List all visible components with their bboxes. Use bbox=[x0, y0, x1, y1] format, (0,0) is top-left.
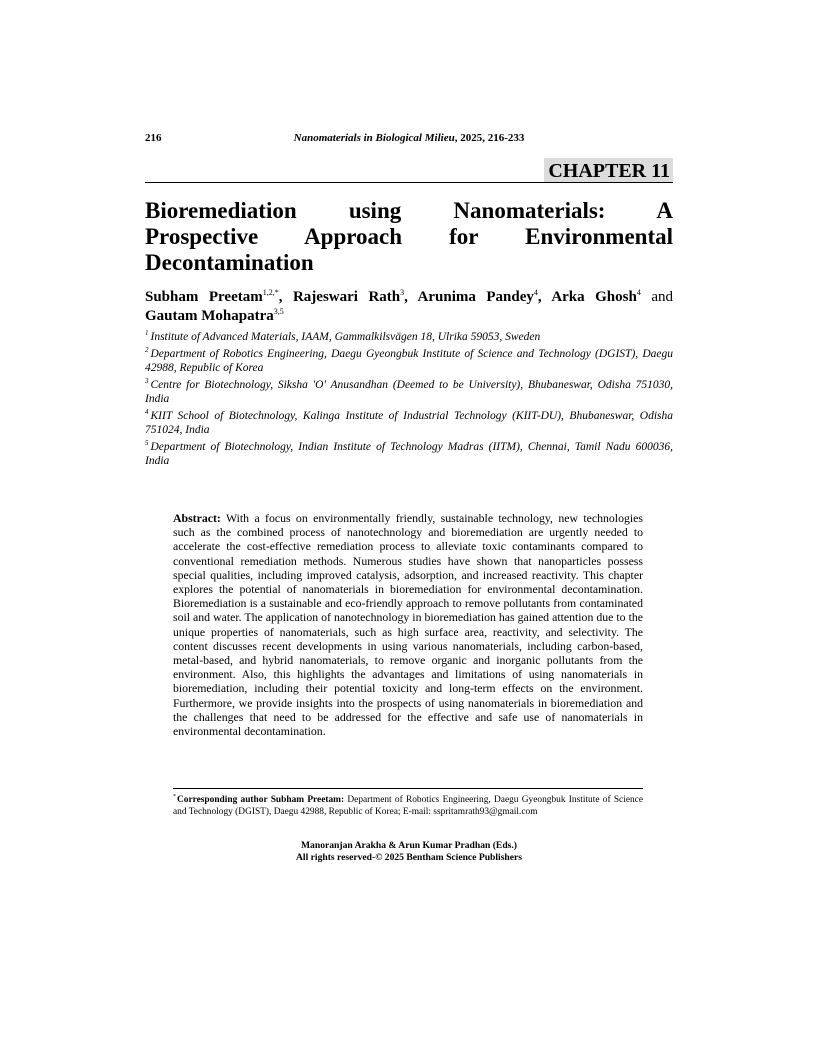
page-number: 216 bbox=[145, 132, 162, 144]
affiliation-text: KIIT School of Biotechnology, Kalinga Institute of Industrial Technology (KIIT-DU), Bhubaneswar, Odisha 751024, India bbox=[145, 410, 673, 436]
journal-citation bbox=[145, 131, 673, 145]
affiliation-item bbox=[145, 378, 673, 406]
author-affiliation-mark: 3 bbox=[400, 288, 405, 297]
author-name: Subham Preetam bbox=[145, 289, 263, 305]
author-separator: and bbox=[640, 289, 673, 305]
journal-year-pages: , 2025, 216-233 bbox=[454, 132, 525, 144]
editors-line: Manoranjan Arakha & Arun Kumar Pradhan (Eds.) bbox=[301, 840, 517, 851]
author-affiliation-mark: 1,2,* bbox=[262, 288, 279, 297]
footnote-rule bbox=[173, 788, 643, 789]
author-name: Arunima Pandey bbox=[417, 289, 534, 305]
affiliation-number: 2 bbox=[145, 346, 149, 354]
footnote-text: Department of Robotics Engineering, Daegu Gyeongbuk Institute of Science and Technology (DGIST), Daegu 42988, Republic of Korea; E-mail: sspritamrath93@gmail.com bbox=[173, 795, 643, 817]
affiliation-text: Institute of Advanced Materials, IAAM, Gammalkilsvägen 18, Ulrika 59053, Sweden bbox=[150, 331, 541, 343]
author-list bbox=[145, 288, 673, 326]
journal-name: Nanomaterials in Biological Milieu bbox=[293, 132, 455, 144]
affiliation-item bbox=[145, 409, 673, 437]
affiliation-text: Centre for Biotechnology, Siksha 'O' Anusandhan (Deemed to be University), Bhubaneswar, Odisha 751030, India bbox=[145, 379, 673, 405]
author-name: Arka Ghosh bbox=[551, 289, 637, 305]
chapter-title bbox=[145, 198, 673, 276]
affiliation-list bbox=[145, 330, 673, 471]
affiliation-number: 1 bbox=[145, 329, 149, 337]
affiliation-item bbox=[145, 347, 673, 375]
affiliation-number: 4 bbox=[145, 408, 149, 416]
author-separator: , bbox=[278, 289, 293, 305]
affiliation-text: Department of Biotechnology, Indian Institute of Technology Madras (IITM), Chennai, Tamil Nadu 600036, India bbox=[145, 441, 673, 467]
header-rule bbox=[145, 182, 673, 183]
affiliation-item bbox=[145, 440, 673, 468]
abstract-text: With a focus on environmentally friendly, sustainable technology, new technologies such as the combined process of nanotechnology and bioremediation are urgently needed to accelerate the cost-effective remediation process to alleviate toxic contaminants compared to conventional remediation methods. Numerous studies have shown that nanoparticles possess special qualities, including improved catalysis, adsorption, and increased reactivity. This chapter explores the potential of nanomaterials in bioremediation for environmental decontamination. Bioremediation is a sustainable and eco-friendly approach to remove pollutants from contaminated soil and water. The application of nanotechnology in bioremediation has gained attention due to the unique properties of nanomaterials, such as high surface area, reactivity, and selectivity. The content discusses recent developments in using various nanomaterials, including carbon-based, metal-based, and hybrid nanomaterials, to remove organic and inorganic pollutants from the environment. Also, this highlights the advantages and limitations of using nanomaterials in bioremediation, including their potential toxicity and long-term effects on the environment. Furthermore, we provide insights into the prospects of using nanomaterials in bioremediation and the challenges that need to be addressed for the effective and safe use of nanomaterials in environmental decontamination. bbox=[173, 511, 643, 739]
chapter-label: CHAPTER 11 bbox=[544, 158, 673, 183]
affiliation-text: Department of Robotics Engineering, Daegu Gyeongbuk Institute of Science and Technology (DGIST), Daegu 42988, Republic of Korea bbox=[145, 348, 673, 374]
rights-line: All rights reserved-© 2025 Bentham Science Publishers bbox=[295, 852, 523, 863]
author-affiliation-mark: 3,5 bbox=[273, 307, 284, 316]
author-separator: , bbox=[404, 289, 418, 305]
author-separator: , bbox=[537, 289, 552, 305]
author-name: Rajeswari Rath bbox=[292, 289, 401, 305]
abstract-label: Abstract: bbox=[173, 511, 221, 525]
author-affiliation-mark: 4 bbox=[636, 288, 641, 297]
author-name: Gautam Mohapatra bbox=[145, 308, 274, 324]
corresponding-author-footnote bbox=[173, 794, 643, 818]
affiliation-number: 3 bbox=[145, 377, 149, 385]
title-line-1: Bioremediation using Nanomaterials: A bbox=[145, 198, 673, 223]
footnote-label: Corresponding author Subham Preetam: bbox=[177, 795, 345, 805]
title-line-2: Prospective Approach for Environmental bbox=[145, 224, 673, 249]
footnote-mark: * bbox=[173, 794, 176, 800]
abstract bbox=[173, 511, 643, 738]
affiliation-item bbox=[145, 330, 673, 344]
affiliation-number: 5 bbox=[145, 439, 149, 447]
title-line-3: Decontamination bbox=[145, 250, 314, 275]
author-affiliation-mark: 4 bbox=[533, 288, 538, 297]
publisher-info bbox=[145, 840, 673, 864]
